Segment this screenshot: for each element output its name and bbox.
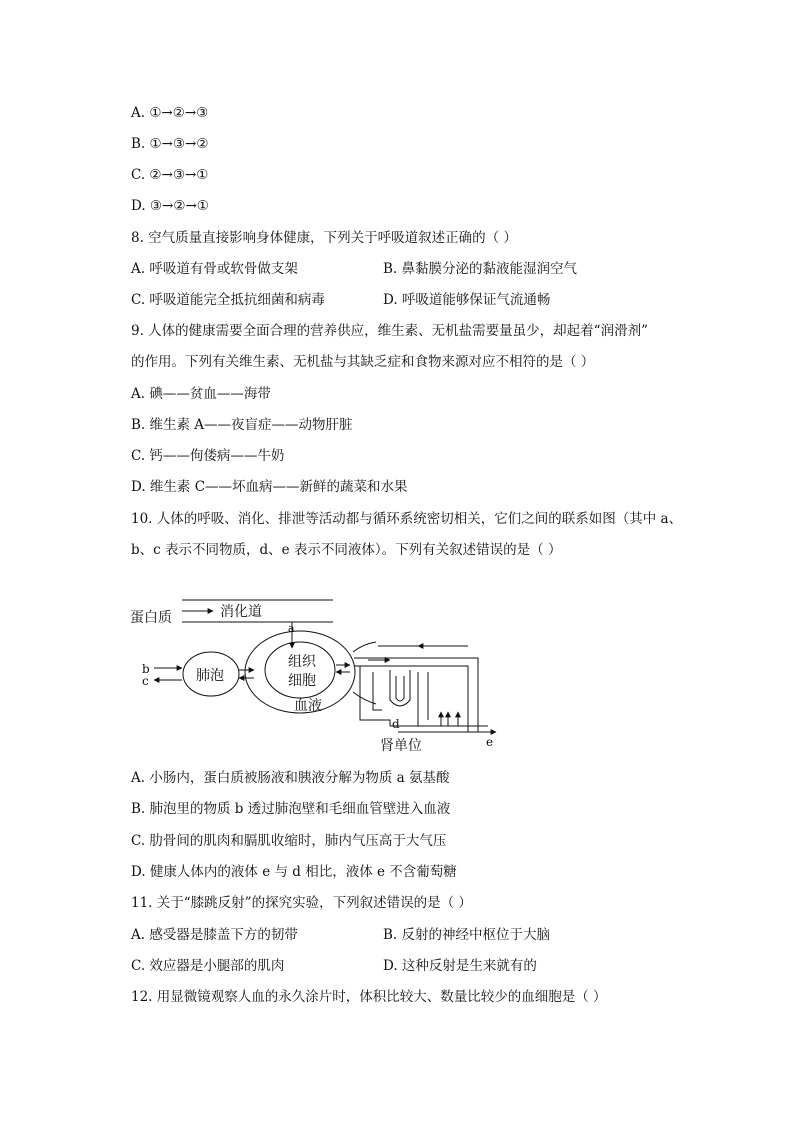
q10-option-b: B. 肺泡里的物质 b 透过肺泡壁和毛细血管壁进入血液 (131, 801, 451, 817)
q10-stem-line1: 10. 人体的呼吸、消化、排泄等活动都与循环系统密切相关，它们之间的联系如图（其中 a、 (131, 511, 683, 527)
q11-option-d: D. 这种反射是生来就有的 (383, 958, 537, 974)
q8-option-a: A. 呼吸道有骨或软骨做支架 (131, 261, 298, 277)
label-protein: 蛋白质 (130, 610, 172, 626)
q8-option-c: C. 呼吸道能完全抵抗细菌和病毒 (131, 292, 325, 308)
label-e: e (486, 735, 494, 749)
label-tissue-line1: 组织 (288, 654, 316, 670)
label-alveoli: 肺泡 (196, 668, 224, 684)
q8-option-d: D. 呼吸道能够保证气流通畅 (383, 292, 551, 308)
q11-option-c: C. 效应器是小腿部的肌肉 (131, 958, 285, 974)
q9-option-c: C. 钙——佝偻病——牛奶 (131, 448, 285, 464)
q7-option-b: B. ①→③→② (131, 136, 209, 152)
label-digestive-tract: 消化道 (220, 604, 262, 620)
q7-option-a: A. ①→②→③ (131, 105, 209, 121)
q9-option-a: A. 碘——贫血——海带 (131, 386, 271, 402)
q12-stem: 12. 用显微镜观察人血的永久涂片时，体积比较大、数量比较少的血细胞是（ ） (131, 989, 607, 1005)
q9-option-d: D. 维生素 C——坏血病——新鲜的蔬菜和水果 (131, 479, 408, 495)
q8-option-b: B. 鼻黏膜分泌的黏液能湿润空气 (383, 261, 578, 277)
q7-option-c: C. ②→③→① (131, 167, 209, 183)
label-d: d (392, 717, 400, 731)
q11-option-b: B. 反射的神经中枢位于大脑 (383, 927, 551, 943)
label-b: b (142, 662, 150, 676)
q9-stem-line2: 的作用。下列有关维生素、无机盐与其缺乏症和食物来源对应不相符的是（ ） (131, 354, 595, 370)
label-a: a (288, 622, 295, 635)
q10-stem-line2: b、c 表示不同物质，d、e 表示不同液体）。下列有关叙述错误的是（ ） (131, 542, 562, 558)
circulation-diagram (128, 592, 508, 762)
q11-stem: 11. 关于“膝跳反射”的探究实验，下列叙述错误的是（ ） (131, 895, 472, 911)
q7-option-d: D. ③→②→① (131, 198, 209, 214)
label-c: c (142, 674, 149, 688)
label-nephron: 肾单位 (380, 738, 422, 754)
q10-option-a: A. 小肠内，蛋白质被肠液和胰液分解为物质 a 氨基酸 (131, 770, 450, 786)
q9-option-b: B. 维生素 A——夜盲症——动物肝脏 (131, 417, 353, 433)
q11-option-a: A. 感受器是膝盖下方的韧带 (131, 927, 298, 943)
q10-option-d: D. 健康人体内的液体 e 与 d 相比，液体 e 不含葡萄糖 (131, 864, 457, 880)
q9-stem-line1: 9. 人体的健康需要全面合理的营养供应，维生素、无机盐需要量虽少，却起着“润滑剂” (131, 323, 648, 339)
label-tissue-line2: 细胞 (288, 673, 316, 689)
q8-stem: 8. 空气质量直接影响身体健康，下列关于呼吸道叙述正确的（ ） (131, 230, 517, 246)
label-blood: 血液 (294, 698, 322, 714)
q10-option-c: C. 肋骨间的肌肉和膈肌收缩时，肺内气压高于大气压 (131, 833, 447, 849)
